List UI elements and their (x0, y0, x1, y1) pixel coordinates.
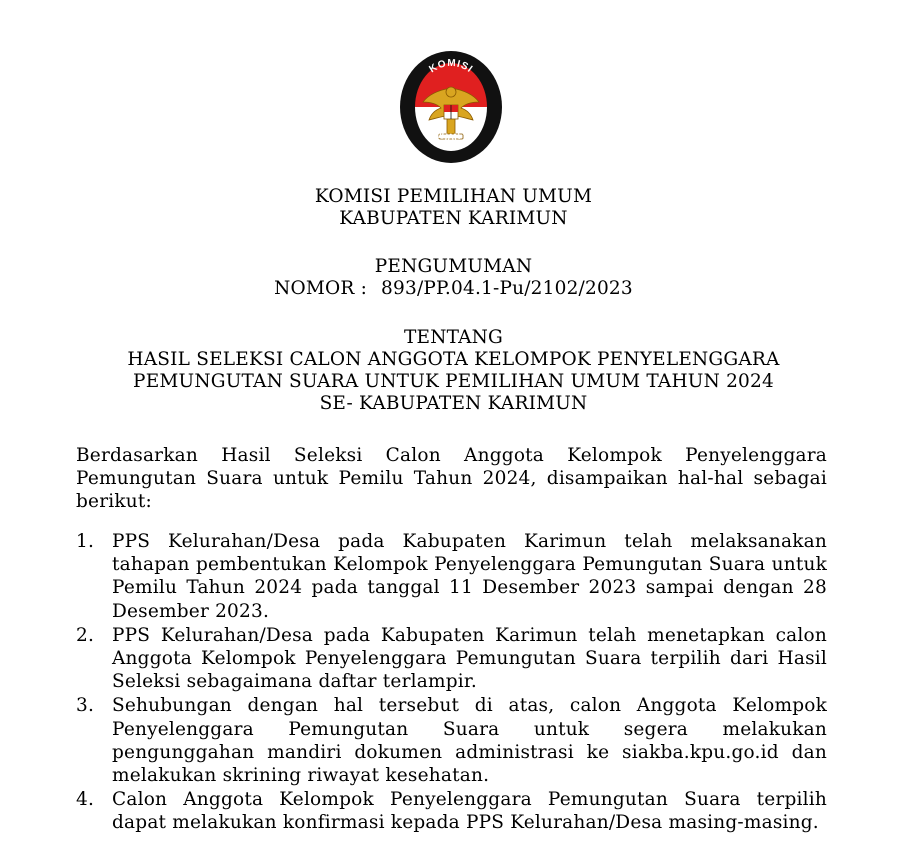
subject-line3: SE- KABUPATEN KARIMUN (319, 393, 588, 414)
list-item-number: 4. (76, 789, 95, 811)
subject-line1: HASIL SELEKSI CALON ANGGOTA KELOMPOK PENYELENGGARA (127, 349, 780, 370)
list-item-text: PPS Kelurahan/Desa pada Kabupaten Karimun telah melaksanakan tahapan pembentukan Kelompok Penyelenggara Pemungutan Suara untuk Pemilu Tahun 2024 pada tanggal 11 Desember 2023 sampai dengan 28 Desember 2023. (112, 531, 827, 622)
org-line1: KOMISI PEMILIHAN UMUM (314, 186, 593, 207)
list-item-number: 2. (76, 624, 95, 646)
kpu-logo (399, 50, 503, 164)
list-item (76, 624, 827, 694)
org-line2: KABUPATEN KARIMUN (339, 208, 568, 229)
logo-top-text: KOMISI (427, 57, 475, 76)
intro-paragraph: Berdasarkan Hasil Seleksi Calon Anggota Kelompok Penyelenggara Pemungutan Suara untuk Pemilu Tahun 2024, disampaikan hal-hal sebagai berikut: (76, 445, 827, 512)
logo-bottom-text: PEMILIHAN UMUM (416, 112, 486, 143)
nomor-label: NOMOR : (274, 278, 368, 299)
list-item-text: PPS Kelurahan/Desa pada Kabupaten Karimun telah menetapkan calon Anggota Kelompok Penyelenggara Pemungutan Suara terpilih dari Hasil Seleksi sebagaimana daftar terlampir. (112, 624, 827, 693)
tentang-label: TENTANG (403, 327, 504, 348)
document-heading (0, 256, 907, 300)
list-item (76, 694, 827, 787)
nomor-value: 893/PP.04.1-Pu/2102/2023 (381, 278, 633, 299)
list-item (76, 788, 827, 834)
list-item-text: Calon Anggota Kelompok Penyelenggara Pemungutan Suara terpilih dapat melakukan konfirmasi kepada PPS Kelurahan/Desa masing-masing. (112, 789, 827, 834)
subject-line2: PEMUNGUTAN SUARA UNTUK PEMILIHAN UMUM TAHUN 2024 (133, 371, 774, 392)
announcement-list (76, 530, 827, 836)
list-item (76, 530, 827, 623)
list-item-number: 1. (76, 531, 95, 552)
org-heading (0, 186, 907, 230)
list-item-text: Sehubungan dengan hal tersebut di atas, calon Anggota Kelompok Penyelenggara Pemungutan Suara untuk segera melakukan pengunggahan mandiri dokumen administrasi ke siakba.kpu.go.id dan melakukan skrining riwayat kesehatan. (112, 695, 827, 787)
doc-type: PENGUMUMAN (374, 256, 533, 277)
nomor-row (0, 278, 907, 300)
list-item-number: 3. (76, 695, 95, 717)
kpu-emblem-icon (399, 50, 503, 164)
subject-heading (0, 327, 907, 415)
